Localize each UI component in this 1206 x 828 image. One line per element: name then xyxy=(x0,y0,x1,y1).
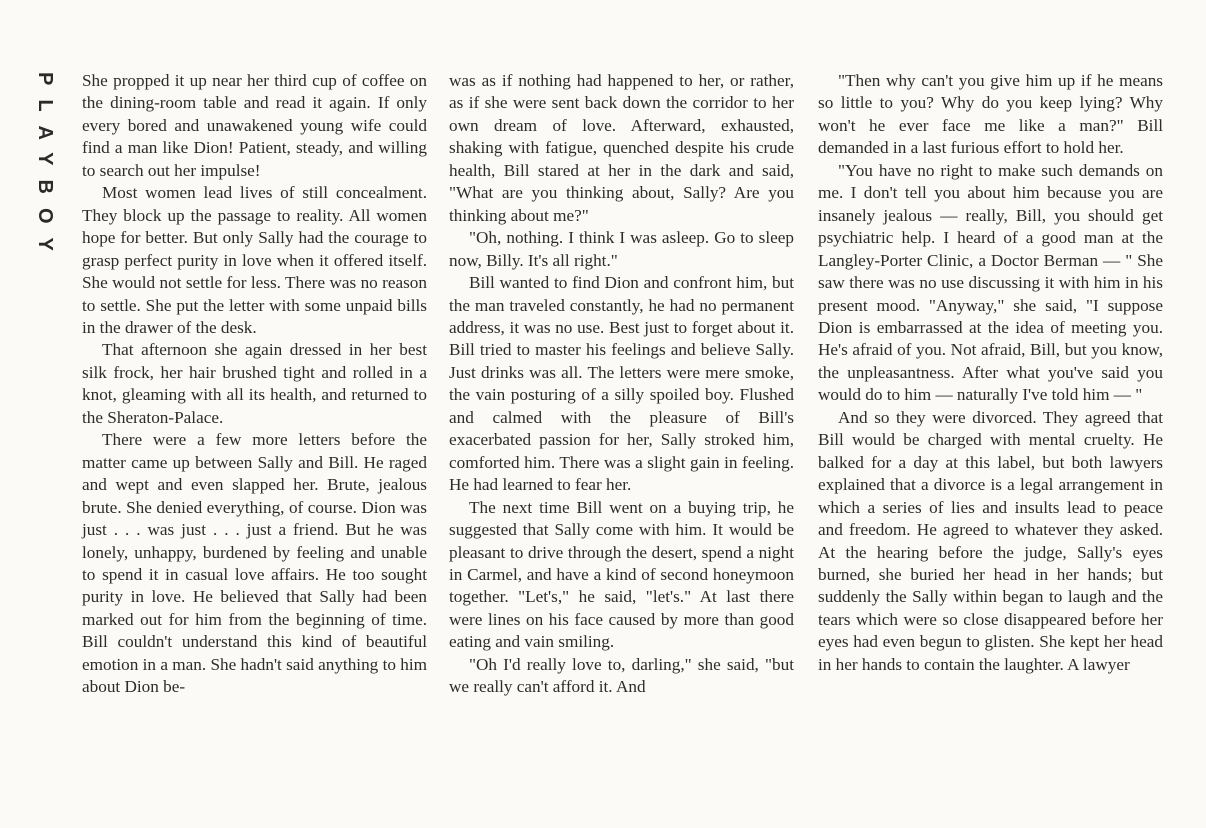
paragraph: The next time Bill went on a buying trip, he suggested that Sally come with him. It would be pleasant to drive through the desert, spend a night in Carmel, and have a kind of second honeymoon together. "Let's," he said, "let's." At last there were lines on his face caused by more than good eating and vain smiling. xyxy=(449,497,794,652)
paragraph: She propped it up near her third cup of coffee on the dining-room table and read it again. If only every bored and unawakened young wife could find a man like Dion! Patient, steady, and willing to search out her impulse! xyxy=(82,71,427,180)
text-column-1 xyxy=(82,70,427,699)
text-column-2 xyxy=(449,70,794,699)
paragraph: There were a few more letters before the matter came up between Sally and Bill. He raged and wept and even slapped her. Brute, jealous brute. She denied everything, of course. Dion was just . . . was just . . . just a friend. But he was lonely, unhappy, burdened by feeling and unable to spend it in casual love affairs. He too sought purity in love. He believed that Sally had been marked out for him from the beginning of time. Bill couldn't understand this kind of beautiful emotion in a man. She hadn't said anything to him about Dion be- xyxy=(82,430,427,697)
paragraph: "Oh I'd really love to, darling," she said, "but we really can't afford it. And xyxy=(449,654,794,697)
masthead xyxy=(16,60,72,320)
paragraph: "You have no right to make such demands on me. I don't tell you about him because you are insanely jealous — really, Bill, you should get psychiatric help. I heard of a good man at the Langley-Porter Clinic, a Doctor Berman — " She saw there was no use discussing it with him in his present mood. "Anyway," she said, "I suppose Dion is embarrassed at the idea of meeting you. He's afraid of you. Not afraid, Bill, but you know, the unpleasantness. After what you've said you would do to him — naturally I've told him — " xyxy=(818,160,1163,405)
paragraph: "Oh, nothing. I think I was asleep. Go to sleep now, Billy. It's all right." xyxy=(449,228,794,270)
paragraph: Bill wanted to find Dion and confront him, but the man traveled constantly, he had no permanent address, it was no use. Best just to forget about it. Bill tried to master his feelings and believe Sally. Just drinks was all. The letters were mere smoke, the vain posturing of a silly spoiled boy. Flushed and calmed with the pleasure of Bill's exacerbated passion for her, Sally stroked him, comforted him. There was a slight gain in feeling. He had learned to fear her. xyxy=(449,273,794,495)
paragraph: "Then why can't you give him up if he means so little to you? Why do you keep lying? Why won't he ever face me like a man?" Bill demanded in a last furious effort to hold her. xyxy=(818,71,1163,158)
masthead-text: PLAYBOY xyxy=(34,72,56,265)
text-column-3 xyxy=(818,70,1163,676)
paragraph: was as if nothing had happened to her, or rather, as if she were sent back down the corridor to her own dream of love. Afterward, exhausted, shaking with fatigue, quenched despite his crude health, Bill stared at her in the dark and said, "What are you thinking about, Sally? Are you thinking about me?" xyxy=(449,71,794,225)
paragraph: And so they were divorced. They agreed that Bill would be charged with mental cruelty. He balked for a day at this label, but both lawyers explained that a divorce is a legal arrangement in which a series of lies and insults lead to peace and freedom. He agreed to whatever they asked. At the hearing before the judge, Sally's eyes burned, she buried her head in her hands; but suddenly the Sally within began to laugh and the tears which were so close disappeared before her eyes had even begun to glisten. She kept her head in her hands to contain the laughter. A lawyer xyxy=(818,407,1163,674)
paragraph: Most women lead lives of still concealment. They block up the passage to reality. All women hope for better. But only Sally had the courage to grasp perfect purity in love when it offered itself. She would not settle for less. There was no reason to settle. She put the letter with some unpaid bills in the drawer of the desk. xyxy=(82,183,427,337)
paragraph: That afternoon she again dressed in her best silk frock, her hair brushed tight and rolled in a knot, gleaming with all its health, and returned to the Sheraton-Palace. xyxy=(82,340,427,427)
